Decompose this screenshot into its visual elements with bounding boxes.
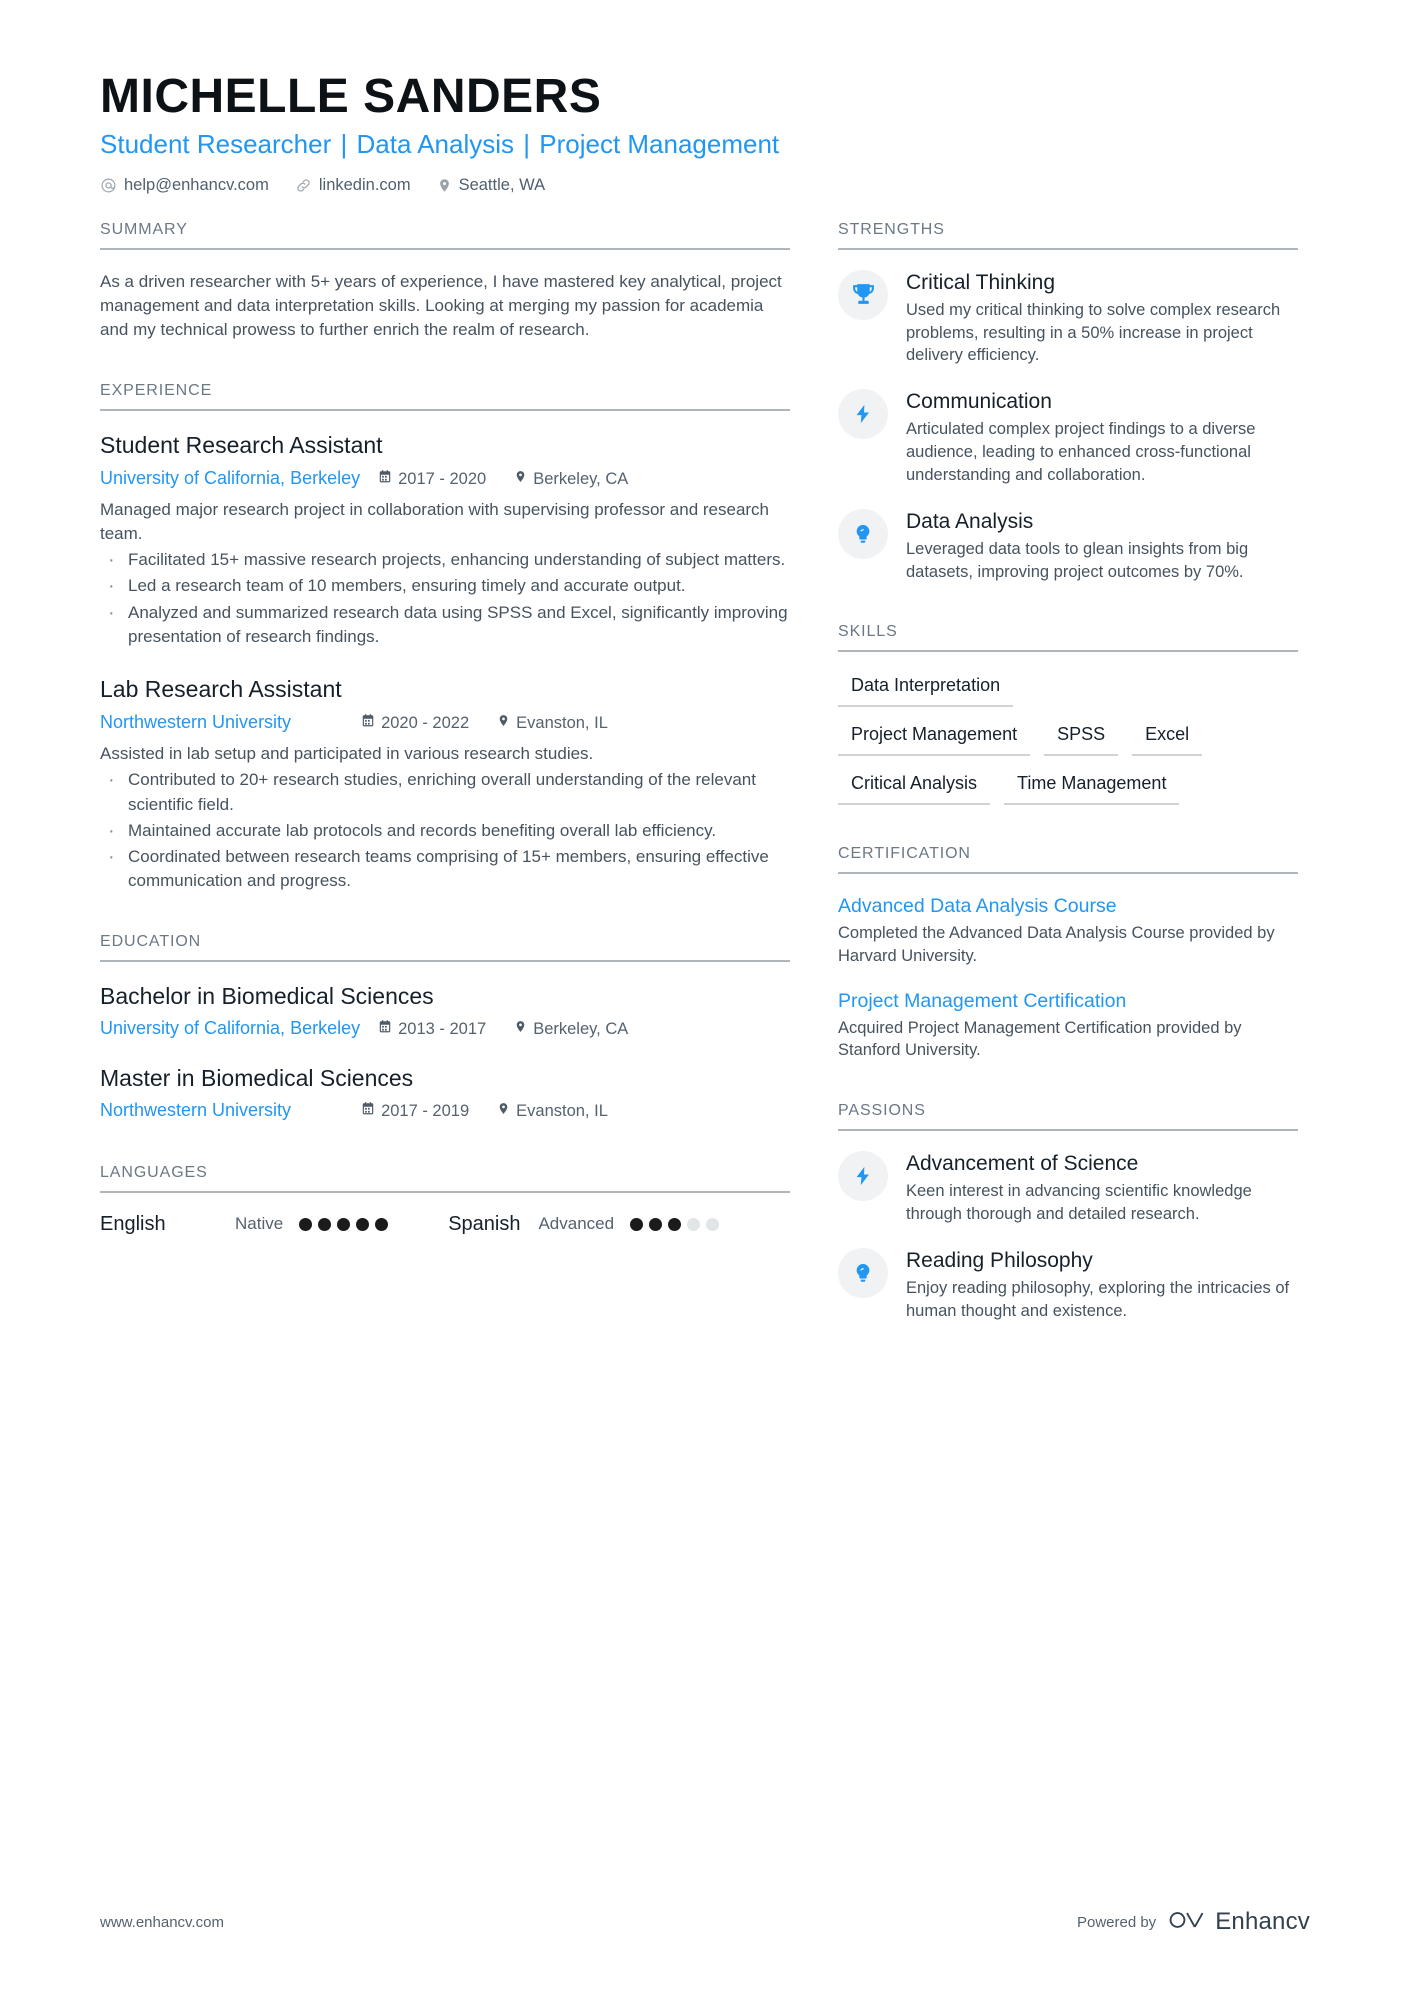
- summary-heading: SUMMARY: [100, 221, 790, 250]
- rating-dot-filled: [630, 1218, 643, 1231]
- skill-row: [838, 770, 1298, 805]
- passion-item: [838, 1151, 1298, 1226]
- degree-date-text: 2013 - 2017: [398, 1019, 487, 1038]
- rating-dot-filled: [668, 1218, 681, 1231]
- enhancv-wordmark: Enhancv: [1215, 1908, 1310, 1935]
- passion-title: Advancement of Science: [906, 1152, 1139, 1176]
- school-name: Northwestern University: [100, 1099, 292, 1120]
- certification-text: Completed the Advanced Data Analysis Course provided by Harvard University.: [838, 923, 1275, 965]
- job-bullet: · Coordinated between research teams comprising of 15+ members, ensuring effective communication and progress.: [100, 845, 790, 893]
- degree-date-text: 2017 - 2019: [381, 1101, 470, 1120]
- headline-separator: |: [340, 128, 348, 159]
- contact-location-text: Seattle, WA: [458, 175, 546, 194]
- lightning-bolt-icon: [838, 389, 888, 439]
- contact-row: [100, 176, 1310, 195]
- job-title: Lab Research Assistant: [100, 675, 342, 702]
- language-level: Native: [235, 1214, 284, 1234]
- job-location-text: Evanston, IL: [516, 713, 608, 732]
- job-date: [378, 468, 486, 492]
- job-date-text: 2017 - 2020: [398, 469, 487, 488]
- enhancv-logo: [1168, 1907, 1310, 1937]
- skill-tag: Critical Analysis: [838, 770, 990, 805]
- candidate-name: MICHELLE SANDERS: [100, 70, 602, 123]
- resume-header: [100, 70, 1310, 195]
- job-bullet: · Maintained accurate lab protocols and records benefiting overall lab efficiency.: [100, 819, 790, 843]
- contact-linkedin-text: linkedin.com: [318, 175, 411, 194]
- strength-item: [838, 509, 1298, 584]
- summary-text: As a driven researcher with 5+ years of experience, I have mastered key analytical, project management and data interpretation skills. Looking at merging my passion for academia and my technical prowess to further enrich the realm of research.: [100, 271, 782, 339]
- link-icon: [295, 177, 312, 194]
- rating-dot-filled: [356, 1218, 369, 1231]
- skill-tag: Time Management: [1004, 770, 1179, 805]
- calendar-icon: [378, 1018, 392, 1042]
- strength-body: [906, 389, 1298, 487]
- education-heading: EDUCATION: [100, 933, 790, 962]
- right-column: [838, 221, 1298, 1345]
- job-date: [361, 712, 469, 736]
- location-pin-icon: [437, 177, 452, 194]
- section-summary: [100, 221, 790, 342]
- skill-tag: Data Interpretation: [838, 672, 1013, 707]
- job-location-text: Berkeley, CA: [533, 469, 629, 488]
- certification-text: Acquired Project Management Certification provided by Stanford University.: [838, 1018, 1242, 1060]
- job-bullet-list: [100, 768, 790, 893]
- skills-list: [838, 672, 1298, 805]
- skill-row: [838, 672, 1298, 707]
- certification-heading: CERTIFICATION: [838, 845, 1298, 874]
- job-bullet: · Analyzed and summarized research data using SPSS and Excel, significantly improving presentation of research findings.: [100, 601, 790, 649]
- degree-location-text: Berkeley, CA: [533, 1019, 629, 1038]
- section-skills: [838, 623, 1298, 805]
- education-entry: [100, 982, 790, 1042]
- job-description: Managed major research project in collaboration with supervising professor and research team.: [100, 499, 770, 543]
- contact-email[interactable]: [100, 176, 269, 195]
- passion-text: Enjoy reading philosophy, exploring the intricacies of human thought and existence.: [906, 1279, 1290, 1320]
- skill-tag: Project Management: [838, 721, 1030, 756]
- languages-heading: LANGUAGES: [100, 1164, 790, 1193]
- certification-item: [838, 894, 1298, 967]
- degree-meta: [100, 1015, 790, 1042]
- strength-title: Critical Thinking: [906, 270, 1055, 294]
- section-languages: [100, 1164, 790, 1236]
- rating-dot-filled: [318, 1218, 331, 1231]
- passion-item: [838, 1248, 1298, 1323]
- lightbulb-icon: [838, 509, 888, 559]
- job-location: [514, 468, 628, 492]
- section-certification: [838, 845, 1298, 1062]
- passion-body: [906, 1248, 1298, 1323]
- rating-dot-empty: [687, 1218, 700, 1231]
- rating-dot-filled: [299, 1218, 312, 1231]
- language-name: Spanish: [448, 1212, 521, 1235]
- certification-title[interactable]: Project Management Certification: [838, 990, 1127, 1013]
- skills-heading: SKILLS: [838, 623, 1298, 652]
- degree-date: [378, 1018, 486, 1042]
- calendar-icon: [378, 468, 392, 492]
- resume-body: [100, 221, 1310, 1345]
- rating-dot-filled: [337, 1218, 350, 1231]
- section-experience: [100, 382, 790, 893]
- headline-part-0: Student Researcher: [100, 128, 332, 159]
- contact-email-text: help@enhancv.com: [124, 175, 269, 194]
- contact-location: [437, 176, 546, 195]
- job-title: Student Research Assistant: [100, 431, 383, 458]
- headline-separator: |: [523, 128, 531, 159]
- headline-part-2: Project Management: [539, 128, 780, 159]
- language-rating: [630, 1218, 719, 1231]
- location-pin-icon: [514, 468, 527, 492]
- degree-location-text: Evanston, IL: [516, 1101, 608, 1120]
- skill-row: [838, 721, 1298, 756]
- language-name: English: [100, 1212, 166, 1235]
- page-footer: [100, 1907, 1310, 1937]
- location-pin-icon: [497, 1100, 510, 1124]
- section-passions: [838, 1102, 1298, 1323]
- rating-dot-empty: [706, 1218, 719, 1231]
- calendar-icon: [361, 712, 375, 736]
- section-education: [100, 933, 790, 1124]
- footer-branding: [1077, 1907, 1310, 1937]
- strength-text: Used my critical thinking to solve complex research problems, resulting in a 50% increase in project delivery efficiency.: [906, 300, 1281, 365]
- strength-title: Communication: [906, 390, 1052, 414]
- lightbulb-icon: [838, 1248, 888, 1298]
- strengths-heading: STRENGTHS: [838, 221, 1298, 250]
- languages-list: [100, 1213, 790, 1236]
- lightning-bolt-icon: [838, 1151, 888, 1201]
- candidate-headline: [100, 128, 1310, 162]
- footer-powered-by: Powered by: [1076, 1913, 1157, 1931]
- rating-dot-filled: [649, 1218, 662, 1231]
- strength-item: [838, 389, 1298, 487]
- footer-website[interactable]: www.enhancv.com: [100, 1913, 224, 1931]
- degree-location: [497, 1100, 608, 1124]
- job-location: [497, 712, 608, 736]
- language-item: [448, 1213, 719, 1236]
- headline-part-1: Data Analysis: [356, 128, 515, 159]
- degree-location: [514, 1018, 628, 1042]
- language-level: Advanced: [538, 1214, 615, 1234]
- education-entry: [100, 1064, 790, 1124]
- job-bullet-list: [100, 548, 790, 649]
- experience-entry: [100, 675, 790, 893]
- language-item: [100, 1213, 388, 1236]
- certification-item: [838, 989, 1298, 1062]
- contact-linkedin[interactable]: [295, 176, 411, 195]
- passion-text: Keen interest in advancing scientific knowledge through thorough and detailed research.: [906, 1182, 1252, 1224]
- trophy-icon: [838, 270, 888, 320]
- passion-body: [906, 1151, 1298, 1226]
- degree-title: Master in Biomedical Sciences: [100, 1064, 414, 1091]
- school-name: University of California, Berkeley: [100, 1017, 361, 1038]
- job-date-text: 2020 - 2022: [381, 713, 470, 732]
- passions-heading: PASSIONS: [838, 1102, 1298, 1131]
- strength-text: Leveraged data tools to glean insights from big datasets, improving project outcomes by 70%.: [906, 539, 1249, 581]
- location-pin-icon: [497, 712, 510, 736]
- left-column: [100, 221, 790, 1242]
- degree-meta: [100, 1097, 790, 1124]
- calendar-icon: [361, 1100, 375, 1124]
- degree-date: [361, 1100, 469, 1124]
- job-bullet: · Contributed to 20+ research studies, enriching overall understanding of the relevant scientific field.: [100, 768, 790, 816]
- experience-heading: EXPERIENCE: [100, 382, 790, 411]
- rating-dot-filled: [375, 1218, 388, 1231]
- skill-tag: SPSS: [1044, 721, 1118, 756]
- skill-tag: Excel: [1132, 721, 1202, 756]
- job-meta: [100, 465, 790, 492]
- strength-item: [838, 270, 1298, 368]
- job-organization: University of California, Berkeley: [100, 467, 361, 488]
- at-icon: [100, 177, 117, 194]
- job-bullet: · Facilitated 15+ massive research projects, enhancing understanding of subject matters.: [100, 548, 790, 572]
- job-meta: [100, 709, 790, 736]
- job-bullet: · Led a research team of 10 members, ensuring timely and accurate output.: [100, 574, 790, 598]
- strength-body: [906, 270, 1298, 368]
- experience-entry: [100, 431, 790, 649]
- section-strengths: [838, 221, 1298, 584]
- degree-title: Bachelor in Biomedical Sciences: [100, 983, 434, 1010]
- enhancv-mark-icon: [1168, 1907, 1206, 1937]
- location-pin-icon: [514, 1018, 527, 1042]
- passion-title: Reading Philosophy: [906, 1248, 1093, 1272]
- language-rating: [299, 1218, 388, 1231]
- job-organization: Northwestern University: [100, 711, 292, 732]
- job-description: Assisted in lab setup and participated in various research studies.: [100, 743, 594, 763]
- certification-title[interactable]: Advanced Data Analysis Course: [838, 895, 1117, 918]
- strength-title: Data Analysis: [906, 509, 1034, 533]
- strength-text: Articulated complex project findings to a diverse audience, leading to enhanced cross-functional understanding and collaboration.: [906, 420, 1256, 484]
- strength-body: [906, 509, 1298, 584]
